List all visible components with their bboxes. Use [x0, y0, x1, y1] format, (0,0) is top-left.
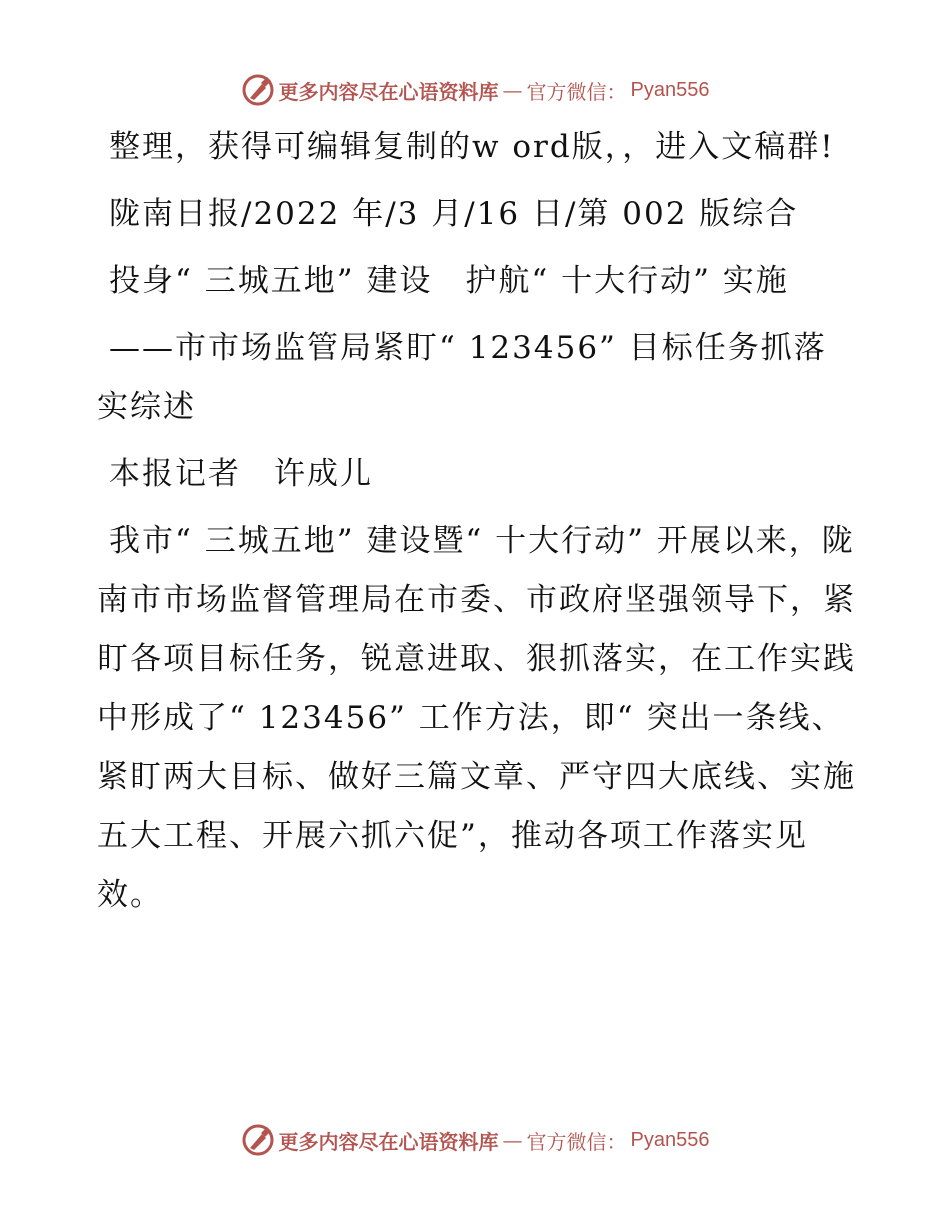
paragraph-source: 陇南日报/2022 年/3 月/16 日/第 002 版综合	[109, 196, 799, 232]
article-byline: 本报记者 许成儿	[109, 456, 373, 492]
article-subtitle: ——市市场监管局紧盯“ 123456” 目标任务抓落实综述	[97, 330, 827, 425]
article-title: 投身“ 三城五地” 建设 护航“ 十大行动” 实施	[109, 263, 789, 299]
pen-nib-logo-icon	[241, 1123, 275, 1157]
banner-content	[241, 73, 710, 107]
banner-dash: —	[502, 1128, 523, 1152]
banner-dash: —	[502, 78, 523, 102]
banner-text: 更多内容尽在心语资料库	[278, 1129, 499, 1154]
banner-label: 官方微信：	[526, 1129, 627, 1154]
banner-text: 更多内容尽在心语资料库	[278, 79, 499, 104]
footer-banner	[0, 1120, 950, 1160]
header-banner	[0, 70, 950, 110]
banner-wechat-id: Pyan556	[630, 78, 710, 101]
document-body	[97, 118, 857, 933]
paragraph-intro: 整理，获得可编辑复制的w ord版，，进入文稿群!	[109, 129, 835, 165]
paragraph-body: 我市“ 三城五地” 建设暨“ 十大行动” 开展以来，陇南市市场监督管理局在市委、市政府坚强领导下，紧盯各项目标任务，锐意进取、狠抓落实，在工作实践中形成了“ 123456” 工作方法，即“ 突出一条线、紧盯两大目标、做好三篇文章、严守四大底线、实施五大工程、开展六抓六促”，推动各项工作落实见效。	[97, 523, 856, 913]
pen-nib-logo-icon	[241, 73, 275, 107]
banner-wechat-id: Pyan556	[630, 1128, 710, 1151]
banner-label: 官方微信：	[526, 79, 627, 104]
banner-content	[241, 1123, 710, 1157]
